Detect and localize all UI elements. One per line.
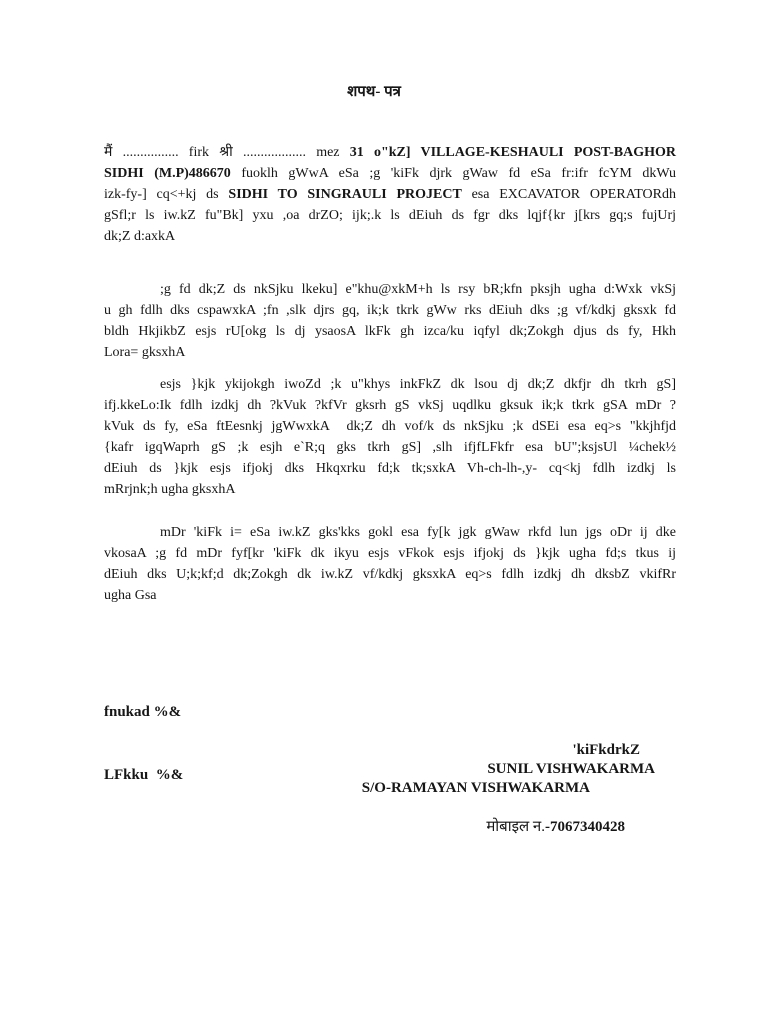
text-segment: izk-fy-] cq<+kj ds <box>104 187 229 202</box>
deponent-father-name: S/O-RAMAYAN VISHWAKARMA <box>361 780 590 796</box>
text-segment: {kafr igqWaprh gS ;k esjh e`R;q gks tkrh gS] ,slh ifjfLFkfr esa bU";ksjsUl ¼chek½ <box>104 440 676 455</box>
text-line <box>104 279 676 300</box>
text-line <box>104 205 676 226</box>
text-segment: dk;Z d:axkA <box>104 229 176 244</box>
text-segment: Lora= gksxhA <box>104 345 186 360</box>
text-line <box>104 321 676 342</box>
place-label: LFkku %& <box>104 767 184 783</box>
paragraph-negligence-clause <box>104 374 676 500</box>
text-segment: ugha Gsa <box>104 588 157 603</box>
text-line <box>104 437 676 458</box>
text-segment: esjs }kjk ykijokgh iwoZd ;k u"khys inkFkZ dk lsou dj dk;Z dkfjr dh tkrh gS] <box>160 377 676 392</box>
text-segment: मैं ................ firk श्री .................. mez <box>104 145 350 160</box>
bold-text-segment: 31 o"kZ] VILLAGE-KESHAULI POST-BAGHOR <box>349 145 676 160</box>
text-segment: mDr 'kiFk i= eSa iw.kZ gks'kks gokl esa fy[k jgk gWaw rkfd lun jgs oDr ij dke <box>160 525 676 540</box>
text-line <box>104 458 676 479</box>
text-line <box>104 342 676 363</box>
mobile-label: मोबाइल न. <box>486 819 545 835</box>
footer-labels <box>104 660 183 828</box>
text-segment: dEiuh ds }kjk esjs ifjokj dks Hkqxrku fd;k tk;sxkA Vh-ch-lh-,y- cq<kj fdlh izdkj ls <box>104 461 676 476</box>
text-line <box>104 395 676 416</box>
text-line <box>104 564 676 585</box>
paragraph-declaration <box>104 142 676 247</box>
deponent-label: 'kiFkdrkZ <box>572 742 640 758</box>
text-line <box>104 479 676 500</box>
text-segment: kVuk ds fy, eSa ftEesnkj jgWwxkA dk;Z dh vof/k ds nkSjku ;k dSEi esa eq>s "kkjhfjd <box>104 419 676 434</box>
paragraph-closing-clause <box>104 522 676 606</box>
text-segment: esa EXCAVATOR OPERATORdh <box>461 187 676 202</box>
deponent-name: SUNIL VISHWAKARMA <box>487 761 655 777</box>
text-line <box>104 416 676 437</box>
text-line <box>104 226 676 247</box>
text-segment: fuoklh gWwA eSa ;g 'kiFk djrk gWaw fd eSa fr:ifr fcYM dkWu <box>230 166 676 181</box>
mobile-number: -7067340428 <box>545 819 625 835</box>
text-line <box>104 585 676 606</box>
text-segment: dEiuh dks U;k;kf;d dk;Zokgh dk iw.kZ vf/kdkj gksxkA eq>s fdlh izdkj dh dksbZ vkifRr <box>104 567 676 582</box>
text-segment: bldh HkjikbZ esjs rU[okg ls dj ysaosA lkFk gh izca/ku iqfyl dk;Zokgh djus ds fy, Hkh <box>104 324 676 339</box>
text-line <box>104 184 676 205</box>
text-segment: ;g fd dk;Z ds nkSjku lkeku] e"khu@xkM+h ls rsy bR;kfn pksjh ugha d:Wxk vkSj <box>160 282 676 297</box>
bold-text-segment: SIDHI (M.P)486670 <box>104 166 231 181</box>
text-line <box>104 374 676 395</box>
text-line <box>104 142 676 163</box>
text-line <box>104 522 676 543</box>
text-line <box>104 543 676 564</box>
text-segment: u gh fdlh dks cspawxkA ;fn ,slk djrs gq, ik;k tkrk gWw rks dEiuh dks ;g vf/kdkj gksxk fd <box>104 303 676 318</box>
document-title: शपथ- पत्र <box>347 84 401 100</box>
paragraph-theft-clause <box>104 279 676 363</box>
bold-text-segment: SIDHI TO SINGRAULI PROJECT <box>228 187 462 202</box>
text-segment: gSfl;r ls iw.kZ fu"Bk] yxu ,oa drZO; ijk;.k ls dEiuh ds fgr dks lqjf{kr j[krs gq;s fujUrj <box>104 208 676 223</box>
deponent-mobile <box>471 799 625 853</box>
text-segment: mRrjnk;h ugha gksxhA <box>104 482 236 497</box>
date-label: fnukad %& <box>104 704 182 720</box>
text-segment: vkosaA ;g fd mDr fyf[kr 'kiFk dk ikyu esjs vFkok esjs ifjokj ds }kjk ugha fd;s tkus ij <box>104 546 676 561</box>
text-line <box>104 163 676 184</box>
text-line <box>104 300 676 321</box>
text-segment: ifj.kkeLo:Ik fdlh izdkj dh ?kVuk ?kfVr gksrh gS vkSj uqdlku gksuk ik;k tkrk gSA mDr ? <box>104 398 676 413</box>
